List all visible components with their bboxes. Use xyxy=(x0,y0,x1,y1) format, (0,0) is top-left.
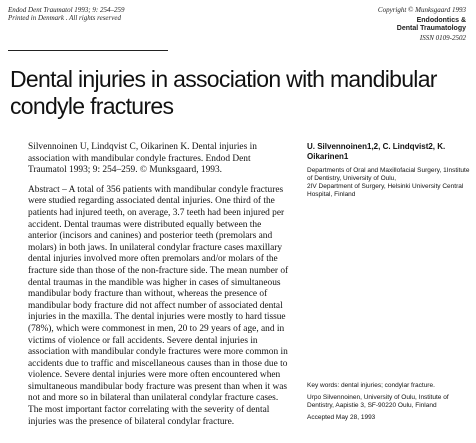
correspondence-address: Urpo Silvennoinen, University of Oulu, Institute of Dentistry, Aapistie 3, SF-90220 Oulu, Finland xyxy=(307,394,449,409)
printed-line: Printed in Denmark . All rights reserved xyxy=(8,14,121,22)
author-column xyxy=(307,142,472,199)
journal-citation-line: Endod Dent Traumatol 1993; 9: 254–259 xyxy=(8,6,125,14)
accepted-date: Accepted May 28, 1993 xyxy=(307,414,376,421)
journal-name xyxy=(316,17,466,33)
journal-masthead xyxy=(316,6,466,42)
abstract-text: Abstract – A total of 356 patients with mandibular condyle fractures were studied regarding associated dental injuries. One third of the patients had injured teeth, on average, 3.7 teeth had been injured per accident. Dental traumas were distributed equally between the anterior (incisors and canines) and posterior teeth (premolars and molars) in both jaws. In unilateral condylar fracture cases maxillary dental injuries involved more often premolars and/or molars of the fracture side than those of the non-fracture side. The mean number of dental traumas in the mandible was higher in cases of simultaneous mandibular body fracture than without, whereas the presence of mandibular body fracture did not affect number of associated dental injuries in the maxilla. The dental injuries were mostly to hard tissue (78%), which were commonest in men, 20 to 29 years of age, and in victims of violence or fall accidents. Severe dental injuries in association with mandibular condyle fractures were more common in accidents due to traffic and miscellaneous causes than in those due to violence. Severe dental injuries were more often encountered when simultaneous mandibular body fracture was present than when it was not and more so in bilateral than unilateral condylar fracture cases. The most important factor correlating with the severity of dental injuries was the presence of bilateral condylar fracture. xyxy=(28,184,289,427)
main-column xyxy=(28,142,290,428)
affiliation-line-2: 2IV Department of Surgery, Helsinki University Central Hospital, Finland xyxy=(307,183,464,198)
keywords: Key words: dental injuries; condylar fracture. xyxy=(307,382,435,389)
article-citation: Silvennoinen U, Lindqvist C, Oikarinen K. Dental injuries in association with mandibular condyle fractures. Endod Dent Traumatol 1993; 9: 254–259. © Munksgaard, 1993. xyxy=(28,142,257,176)
issn-line: ISSN 0109-2502 xyxy=(419,34,466,42)
copyright-line: Copyright © Munksgaard 1993 xyxy=(377,6,466,14)
article-title: Dental injuries in association with mandibular condyle fractures xyxy=(10,66,437,119)
journal-name-line-1: Endodontics & xyxy=(416,17,466,24)
affiliation-line-1: Departments of Oral and Maxillofacial Surgery, 1Institute of Dentistry, University of Oulu, xyxy=(307,167,470,182)
article-notes xyxy=(307,382,472,426)
header-divider xyxy=(8,50,168,51)
journal-name-line-2: Dental Traumatology xyxy=(396,25,466,32)
affiliation xyxy=(307,167,472,199)
author-list: U. Silvennoinen1,2, C. Lindqvist2, K. Oikarinen1 xyxy=(307,142,446,161)
journal-reference xyxy=(8,6,124,22)
